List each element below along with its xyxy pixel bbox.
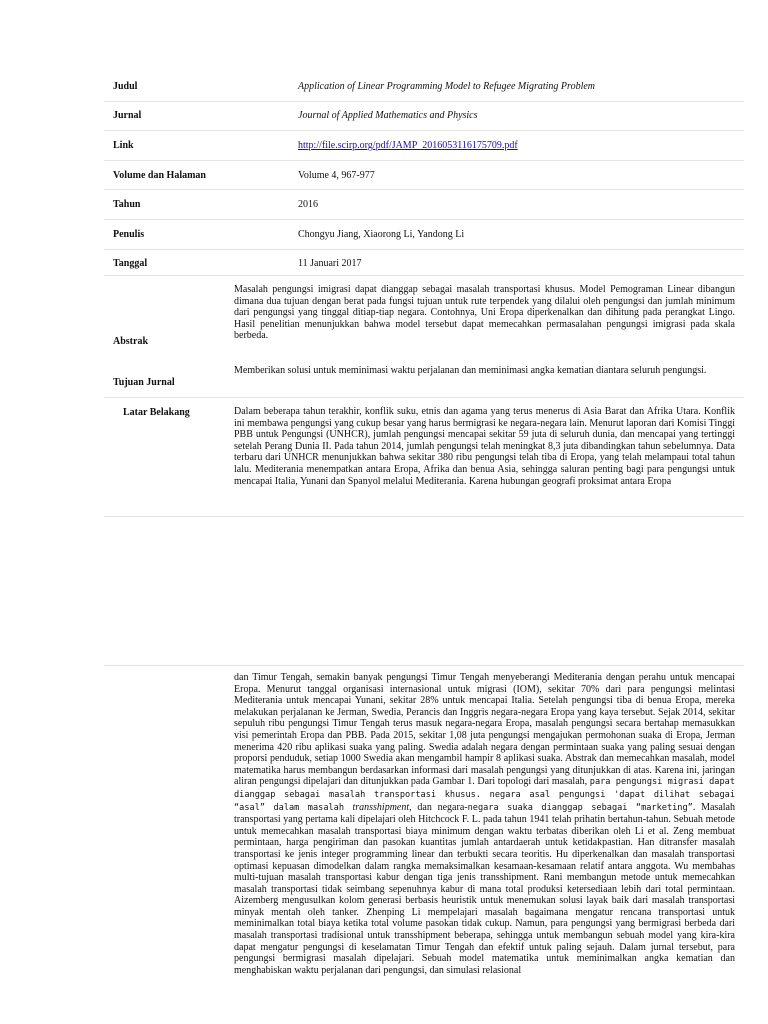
- meta-label: Judul: [113, 80, 138, 92]
- latar-belakang-text: Dalam beberapa tahun terakhir, konflik suku, etnis dan agama yang terus menerus di Asia Barat dan Afrika Utara. Konflik ini membawa pengungsi yang cukup besar yang harus bermigrasi ke negara-negara lain. Menurut laporan dari Komisi Tinggi PBB untuk Pengungsi (UNHCR), jumlah pengungsi mencapai sekitar 59 juta di seluruh dunia, dan mencapai yang tertinggi setelah Perang Dunia II. Pada tahun 2014, jumlah pengungsi telah meningkat 8,3 juta dibandingkan tahun sebelumnya. Data terbaru dari UNHCR menunjukkan bahwa sekitar 380 ribu pengungsi telah tiba di Eropa, yang telah melampaui total tahun lalu. Mediterania menempatkan antara Eropa, Afrika dan benua Asia, sehingga saluran penting bagi para pengungsi untuk mencapai Italia, Yunani dan Spanyol melalui Mediterania. Karena hubungan geografi proksimat antara Eropa: [234, 406, 735, 487]
- meta-label: Tahun: [113, 199, 141, 211]
- meta-value-journal: Journal of Applied Mathematics and Physics: [298, 110, 478, 122]
- meta-value-authors: Chongyu Jiang, Xiaorong Li, Yandong Li: [298, 228, 465, 240]
- tujuan-text: Memberikan solusi untuk meminimasi waktu perjalanan dan meminimasi angka kematian diantara seluruh pengungsi.: [234, 365, 707, 376]
- continuation-text: [234, 672, 735, 976]
- abstrak-text: Masalah pengungsi imigrasi dapat dianggap sebagai masalah transportasi khusus. Model Pemograman Linear dibangun dimana dua tujuan dengan berat pada fungsi tujuan untuk rute terpendek yang dilalui oleh pengungsi dan jumlah minimum dari pengungsi yang tinggal ditiap-tiap negara. Contohnya, Uni Eropa diperkenalkan dan dihitung pada perangkat Lingo. Hasil penelitian menunjukkan bahwa model tersebut dapat memecahkan permasalahan pengungsi imigrasi pada skala berbeda.: [234, 284, 735, 342]
- meta-value-volume: Volume 4, 967-977: [298, 169, 375, 181]
- continuation-part: dan Timur Tengah, semakin banyak pengungsi Timur Tengah menyeberangi Mediterania dengan perahu untuk mencapai Eropa. Menurut tanggal organisasi internasional untuk migrasi (IOM), sekitar 70% dari para pengungsi melintasi Mediterania untuk mencapai Yunani, sekitar 28% untuk mencapai Italia. Setelah pengungsi tiba di benua Eropa, mereka melakukan perjalanan ke Jerman, Swedia, Perancis dan Inggris negara-negara Eropa yang kaya tersebut. Sejak 2014, sekitar sepuluh ribu pengungsi Timur Tengah terus masuk negara-negara Eropa, masalah pengungsi secara bertahap memasukkan visi pemerintah Eropa dan PBB. Pada 2015, sekitar 1,08 juta pengungsi mengajukan permohonan suaka di Eropa, Jerman menerima 420 ribu aplikasi suaka yang paling. Swedia adalah negara dengan permintaan suaka yang paling sesuai dengan proporsi penduduk, setiap 1000 Swedia akan mengambil hampir 8 aplikasi suaka. Abstrak dan memecahkan masalah, model matematika harus membangun berdasarkan informasi dari masalah pengungsi yang ditunjukkan di atas. Karena ini, jaringan aliran pengungsi dipelajari dan ditunjukkan pada Gambar 1. Dari topologi dari masalah,: [234, 672, 735, 788]
- meta-label: Tanggal: [113, 258, 148, 270]
- meta-row-volume: [104, 161, 744, 191]
- meta-value-year: 2016: [298, 199, 318, 211]
- continuation-mono-part: negara suaka dianggap sebagai “marketing”: [467, 802, 693, 813]
- tujuan-label: Tujuan Jurnal: [113, 377, 175, 388]
- meta-row-link: [104, 131, 744, 161]
- meta-label: Volume dan Halaman: [113, 169, 206, 181]
- continuation-part: , dan negara-: [409, 801, 468, 813]
- meta-row-tanggal: [104, 250, 744, 279]
- meta-value-link-cell: [298, 140, 744, 151]
- meta-label: Penulis: [113, 228, 145, 240]
- meta-value-title: Application of Linear Programming Model to Refugee Migrating Problem: [298, 80, 596, 92]
- continuation-mono-part: para pengungsi migrasi dapat dianggap sebagai masalah transportasi khusus. negara asal pengungsi 'dapat dilihat sebagai “asal” dalam masalah: [234, 777, 736, 813]
- meta-row-judul: [104, 72, 744, 102]
- continuation-part: . Masalah transportasi yang pertama kali dipelajari oleh Hitchcock F. L. pada tahun 1941 telah prihatin bertahun-tahun. Sebuah metode untuk memecahkan masalah transportasi biaya minimum dengan waktu terbatas diberikan oleh Li et al. Zeng membuat permintaan, harga pengiriman dan pasokan kuantitas jumlah antardaerah untuk ketidakpastian. Han ditransfer masalah transportasi ke jenis integer programming linear dan terbukti secara teoritis. Hu diperkenalkan dan masalah transportasi optimasi kepuasan dimodelkan dalam rangka memaksimalkan kesamaan-kesamaan relatif antara anggota. Wu membahas multi-tujuan masalah transportasi kabur dengan tiga jenis transshipment. Rani membangun metode untuk memecahkan masalah transportasi tidak seimbang sepenuhnya kabur di mana total produksi ketersediaan lebih dari total permintaan. Aizemberg mengusulkan kolom generasi berbasis heuristik untuk menemukan solusi layak baik dari masalah transportasi minyak mentah oleh tanker. Zhenping Li mempelajari masalah bagaimana mengatur rencana transportasi untuk meminimalkan total biaya ketika total volume pasokan tidak cukup. Namun, para pengungsi yang bermigrasi berbeda dari masalah transportasi tradisional untuk transshipment beberapa, sehingga untuk membangun sebuah model yang kira-kira dapat mengatur pengungsi di keselamatan Timur Tengah dan efektif untuk paling sejauh. Dalam jurnal tersebut, para pengungsi bermigrasi masalah dipelajari. Sebuah model matematika untuk meminimalkan angka kematian dan menghabiskan waktu perjalanan dari pengungsi, dan simulasi relasional: [234, 801, 735, 976]
- divider: [104, 516, 744, 517]
- continuation-italic-part: transshipment: [352, 801, 410, 813]
- meta-value-date: 11 Januari 2017: [298, 258, 362, 270]
- abstrak-label: Abstrak: [113, 336, 149, 347]
- meta-row-penulis: [104, 220, 744, 250]
- latar-belakang-label: Latar Belakang: [123, 407, 190, 418]
- pdf-link[interactable]: http://file.scirp.org/pdf/JAMP_2016053116175709.pdf: [298, 139, 518, 151]
- meta-label: Jurnal: [113, 110, 142, 122]
- divider: [104, 275, 744, 276]
- metadata-table: [104, 72, 744, 278]
- divider: [104, 665, 744, 666]
- divider: [104, 397, 744, 398]
- meta-label: Link: [113, 139, 134, 151]
- meta-row-tahun: [104, 190, 744, 220]
- meta-row-jurnal: [104, 102, 744, 132]
